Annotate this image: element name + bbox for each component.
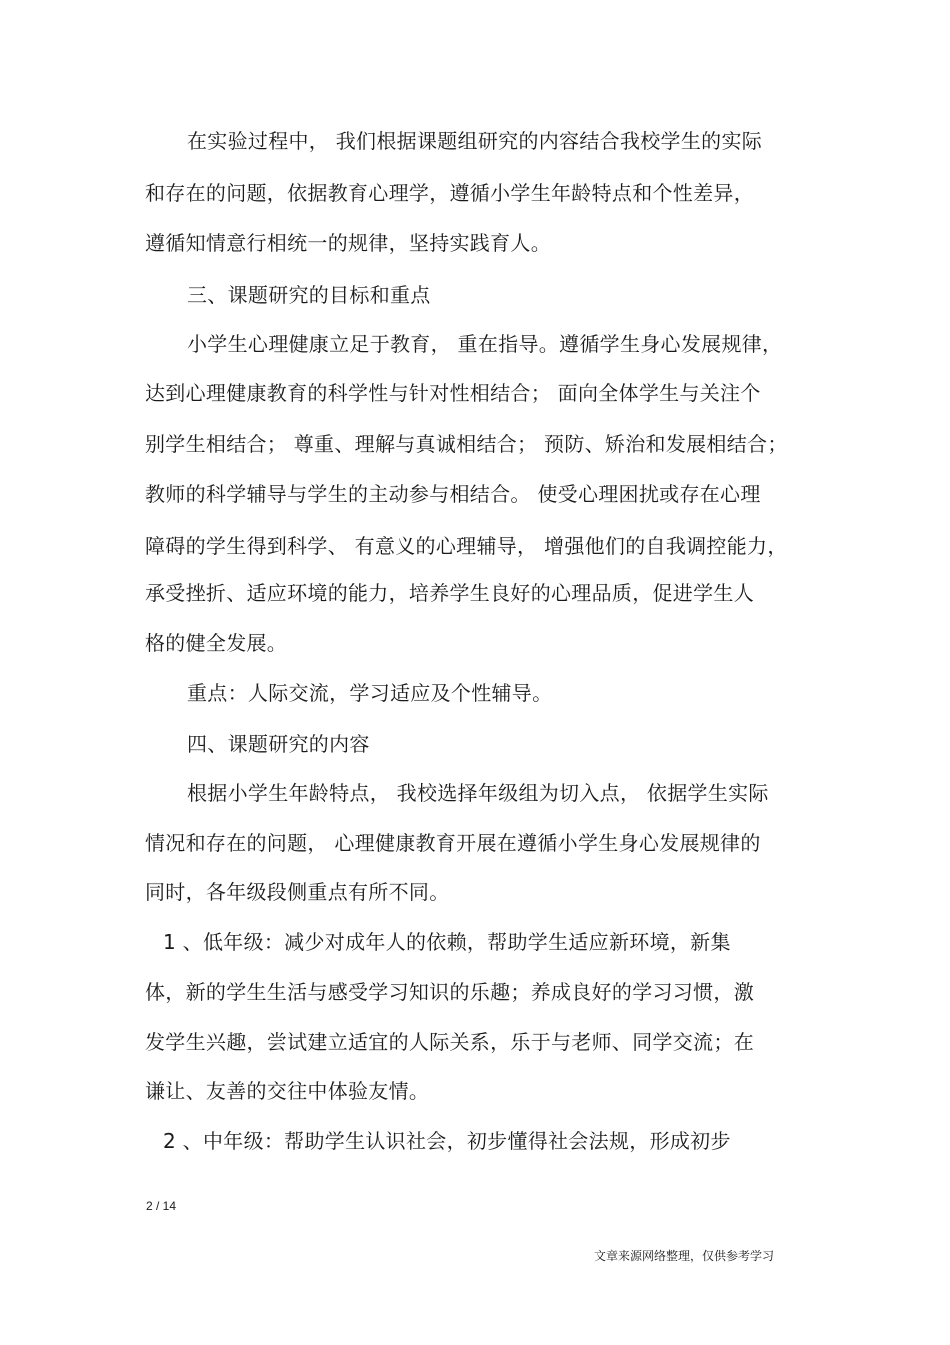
- body-text-line: 情况和存在的问题， 心理健康教育开展在遵循小学生身心发展规律的: [145, 831, 761, 855]
- section-heading: 三、课题研究的目标和重点: [187, 283, 431, 307]
- body-text-line: 达到心理健康教育的科学性与针对性相结合； 面向全体学生与关注个: [145, 381, 761, 405]
- footer-note: 文章来源网络整理，仅供参考学习: [594, 1249, 775, 1263]
- body-text-line: 同时，各年级段侧重点有所不同。: [145, 880, 450, 904]
- body-text-line: 教师的科学辅导与学生的主动参与相结合。 使受心理困扰或存在心理: [145, 482, 761, 506]
- body-text-line: 重点：人际交流，学习适应及个性辅导。: [187, 681, 553, 705]
- body-text-line: 发学生兴趣，尝试建立适宜的人际关系，乐于与老师、同学交流；在: [145, 1030, 754, 1054]
- page-number: 2 / 14: [146, 1199, 177, 1213]
- body-text-line: 承受挫折、适应环境的能力，培养学生良好的心理品质，促进学生人: [145, 581, 754, 605]
- body-text-line: 遵循知情意行相统一的规律，坚持实践育人。: [145, 231, 551, 255]
- body-text-line: 谦让、友善的交往中体验友情。: [145, 1079, 430, 1103]
- list-item-line: 1 、低年级：减少对成年人的依赖，帮助学生适应新环境，新集: [163, 930, 731, 954]
- body-text-line: 格的健全发展。: [145, 631, 288, 655]
- body-text-line: 小学生心理健康立足于教育， 重在指导。遵循学生身心发展规律，: [187, 332, 783, 356]
- body-text-line: 障碍的学生得到科学、 有意义的心理辅导， 增强他们的自我调控能力，: [145, 534, 788, 558]
- section-heading: 四、课题研究的内容: [187, 732, 370, 756]
- body-text-line: 和存在的问题，依据教育心理学，遵循小学生年龄特点和个性差异，: [145, 181, 754, 205]
- list-item-line: 2 、中年级：帮助学生认识社会，初步懂得社会法规，形成初步: [163, 1129, 731, 1153]
- body-text-line: 别学生相结合； 尊重、理解与真诚相结合； 预防、矫治和发展相结合；: [145, 432, 788, 456]
- body-text-line: 根据小学生年龄特点， 我校选择年级组为切入点， 依据学生实际: [187, 781, 769, 805]
- body-text-line: 体，新的学生生活与感受学习知识的乐趣；养成良好的学习习惯，激: [145, 980, 754, 1004]
- body-text-line: 在实验过程中， 我们根据课题组研究的内容结合我校学生的实际: [187, 129, 763, 153]
